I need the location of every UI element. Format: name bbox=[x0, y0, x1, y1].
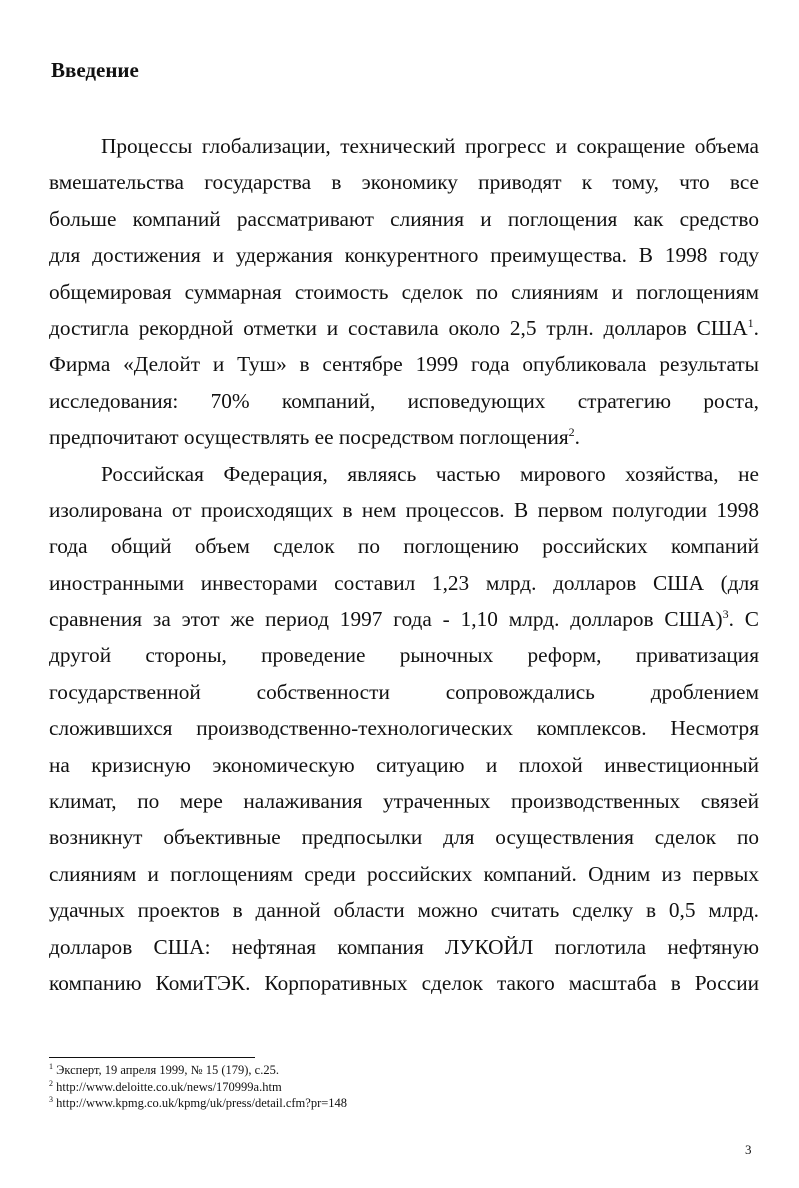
paragraph-2-line: компанию КомиТЭК. Корпоративных сделок такого масштаба в России bbox=[49, 970, 759, 995]
footnote-marker: 3 bbox=[49, 1094, 53, 1104]
paragraph-2-line: климат, по мере налаживания утраченных производственных связей bbox=[49, 789, 759, 814]
paragraph-1-line: Фирма «Делойт и Туш» в сентябре 1999 года опубликовала результаты bbox=[49, 352, 759, 377]
footnote-text: Эксперт, 19 апреля 1999, № 15 (179), с.25. bbox=[56, 1063, 279, 1077]
paragraph-1-line: Процессы глобализации, технический прогресс и сокращение объема bbox=[101, 134, 759, 158]
paragraph-2-line: на кризисную экономическую ситуацию и плохой инвестиционный bbox=[49, 752, 759, 777]
footnote-3 bbox=[49, 1095, 549, 1112]
paragraph-2-line: возникнут объективные предпосылки для осуществления сделок по bbox=[49, 825, 759, 850]
footnote-2 bbox=[49, 1079, 549, 1096]
paragraph-1-line: общемировая суммарная стоимость сделок по слияниям и поглощениям bbox=[49, 279, 759, 304]
line-text-tail: . bbox=[574, 425, 580, 450]
footnote-marker: 2 bbox=[49, 1078, 53, 1088]
line-text-tail: . С bbox=[728, 607, 759, 632]
paragraph-1-line: больше компаний рассматривают слияния и поглощения как средство bbox=[49, 206, 759, 231]
footnote-marker: 1 bbox=[49, 1061, 53, 1071]
footnote-link[interactable]: http://www.kpmg.co.uk/kpmg/uk/press/detail.cfm?pr=148 bbox=[56, 1096, 348, 1110]
paragraph-2-line: удачных проектов в данной области можно считать сделку в 0,5 млрд. bbox=[49, 898, 759, 923]
paragraph-2-line: слияниям и поглощениям среди российских компаний. Одним из первых bbox=[49, 861, 759, 886]
line-text: предпочитают осуществлять ее посредством поглощения bbox=[49, 425, 569, 450]
paragraph-1-line bbox=[49, 419, 759, 455]
paragraph-2-line: года общий объем сделок по поглощению российских компаний bbox=[49, 534, 759, 559]
section-heading: Введение bbox=[51, 58, 139, 82]
footnotes bbox=[49, 1062, 549, 1112]
line-text: сравнения за этот же период 1997 года - 1,10 млрд. долларов США) bbox=[49, 607, 723, 632]
line-text-tail: . bbox=[753, 315, 759, 340]
paragraph-2-line: Российская Федерация, являясь частью мирового хозяйства, не bbox=[101, 461, 759, 486]
page-number: 3 bbox=[745, 1142, 752, 1157]
footnote-link[interactable]: http://www.deloitte.co.uk/news/170999a.htm bbox=[56, 1079, 282, 1094]
footnote-ref-3[interactable]: 3 bbox=[722, 606, 729, 621]
paragraph-2-line bbox=[49, 601, 759, 637]
paragraph-1-line: для достижения и удержания конкурентного преимущества. В 1998 году bbox=[49, 243, 759, 268]
footnote-ref-1[interactable]: 1 bbox=[747, 315, 754, 330]
footnote-1 bbox=[49, 1062, 549, 1079]
paragraph-2-line: государственной собственности сопровождались дроблением bbox=[49, 679, 759, 704]
paragraph-1-line bbox=[49, 310, 759, 346]
paragraph-2-line: другой стороны, проведение рыночных реформ, приватизация bbox=[49, 643, 759, 668]
paragraph-1-line: вмешательства государства в экономику приводят к тому, что все bbox=[49, 170, 759, 195]
body-text bbox=[49, 128, 759, 1001]
paragraph-2-line: изолирована от происходящих в нем процессов. В первом полугодии 1998 bbox=[49, 497, 759, 522]
footnote-ref-2[interactable]: 2 bbox=[568, 425, 575, 440]
paragraph-2-line: сложившихся производственно-технологических комплексов. Несмотря bbox=[49, 716, 759, 741]
paragraph-1-line: исследования: 70% компаний, исповедующих стратегию роста, bbox=[49, 388, 759, 413]
footnote-divider bbox=[49, 1057, 255, 1058]
paragraph-2-line: долларов США: нефтяная компания ЛУКОЙЛ поглотила нефтяную bbox=[49, 934, 759, 959]
line-text: достигла рекордной отметки и составила около 2,5 трлн. долларов США bbox=[49, 315, 748, 340]
paragraph-2-line: иностранными инвесторами составил 1,23 млрд. долларов США (для bbox=[49, 570, 759, 595]
